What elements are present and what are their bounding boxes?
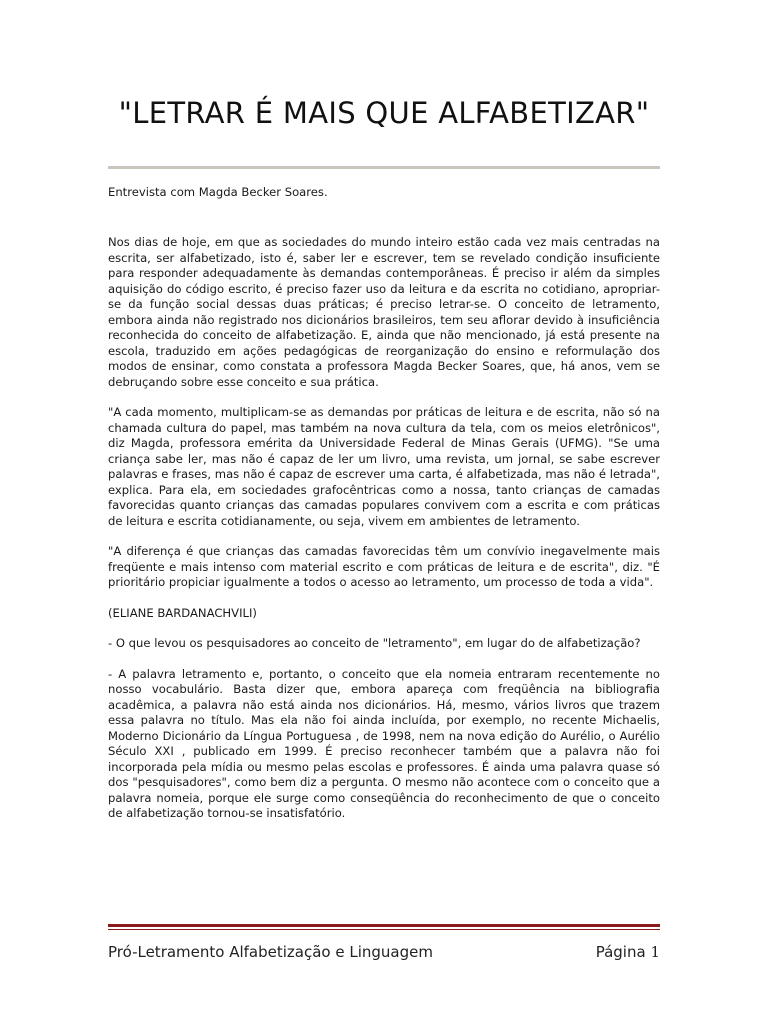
interview-answer: - A palavra letramento e, portanto, o conceito que ela nomeia entraram recentemente no nosso vocabulário. Basta dizer que, embora apareça com freqüência na bibliografia acadêmica, a palavra não está ainda nos dicionários. Há, mesmo, vários livros que trazem essa palavra no título. Mas ela não foi ainda incluída, por exemplo, no recente Michaelis, Moderno Dicionário da Língua Portuguesa , de 1998, nem na nova edição do Aurélio, o Aurélio Século XXI , publicado em 1999. É preciso reconhecer também que a palavra não foi incorporada pela mídia ou mesmo pelas escolas e professores. É ainda uma palavra quase só dos "pesquisadores", como bem diz a pergunta. O mesmo não acontece com o conceito que a palavra nomeia, porque ele surge como conseqüência do reconhecimento de que o conceito de alfabetização tornou-se insatisfatório. — [108, 666, 660, 820]
intro-line: Entrevista com Magda Becker Soares. — [108, 185, 328, 199]
paragraph: "A diferença é que crianças das camadas favorecidas têm um convívio inegavelmente mais freqüente e mais intenso com material escrito e com práticas de leitura e de escrita", diz. "É prioritário propiciar igualmente a todos o acesso ao letramento, um processo de toda a vida". — [108, 544, 660, 589]
page-footer — [108, 940, 660, 964]
title-divider — [108, 166, 660, 169]
paragraph: Nos dias de hoje, em que as sociedades do mundo inteiro estão cada vez mais centradas na escrita, ser alfabetizado, isto é, saber ler e escrever, tem se revelado condição insuficiente para responder adequadamente às demandas contemporâneas. É preciso ir além da simples aquisição do código escrito, é preciso fazer uso da leitura e da escrita no cotidiano, apropriar-se da função social dessas duas práticas; é preciso letrar-se. O conceito de letramento, embora ainda não registrado nos dicionários brasileiros, tem seu aflorar devido à insuficiência reconhecida do conceito de alfabetização. E, ainda que não mencionado, já está presente na escola, traduzido em ações pedagógicas de reorganização do ensino e reformulação dos modos de ensinar, como constata a professora Magda Becker Soares, que, há anos, vem se debruçando sobre esse conceito e sua prática. — [108, 235, 660, 389]
footer-divider-thick — [108, 924, 660, 927]
document-title: "LETRAR É MAIS QUE ALFABETIZAR" — [118, 96, 650, 130]
interview-question: - O que levou os pesquisadores ao conceito de "letramento", em lugar do de alfabetização? — [108, 636, 641, 650]
author-credit: (ELIANE BARDANACHVILI) — [108, 605, 257, 620]
paragraph: "A cada momento, multiplicam-se as demandas por práticas de leitura e de escrita, não só na chamada cultura do papel, mas também na nova cultura da tela, com os meios eletrônicos", diz Magda, professora emérita da Universidade Federal de Minas Gerais (UFMG). "Se uma criança sabe ler, mas não é capaz de ler um livro, uma revista, um jornal, se sabe escrever palavras e frases, mas não é capaz de escrever uma carta, é alfabetizada, mas não é letrada", explica. Para ela, em sociedades grafocêntricas como a nossa, tanto crianças de camadas favorecidas quanto crianças das camadas populares convivem com a escrita e com práticas de leitura e escrita cotidianamente, ou seja, vivem em ambientes de letramento. — [108, 405, 660, 528]
footer-title: Pró-Letramento Alfabetização e Linguagem — [108, 943, 433, 961]
page-number: 1 — [650, 943, 660, 961]
page-label: Página — [595, 943, 646, 961]
article-body — [108, 235, 660, 837]
footer-divider-thin — [108, 929, 660, 930]
page-indicator — [596, 940, 660, 964]
